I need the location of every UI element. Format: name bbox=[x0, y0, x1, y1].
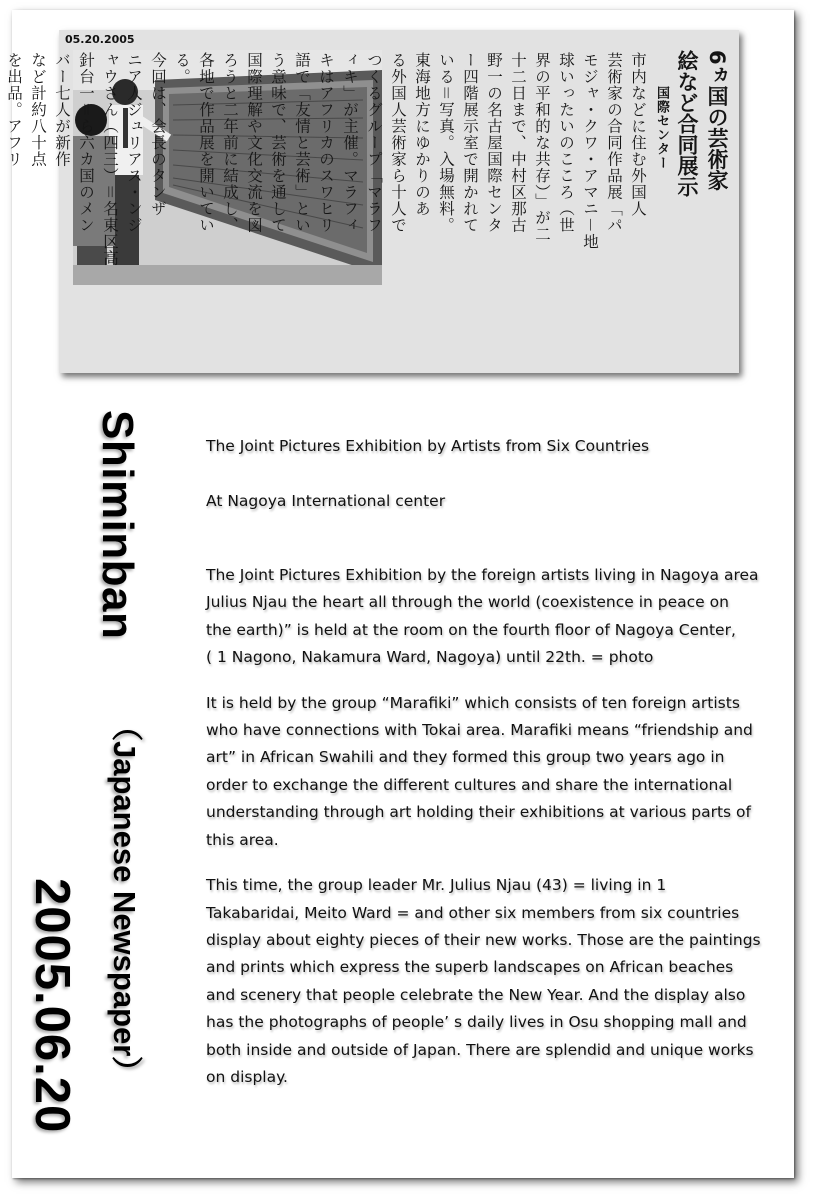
japanese-article-text bbox=[5, 50, 732, 362]
newspaper-clipping bbox=[5, 30, 739, 373]
clipping-date: 05.20.2005 bbox=[65, 33, 135, 46]
clipping-column: を出品。アフリ bbox=[5, 52, 23, 168]
article-title bbox=[206, 406, 791, 543]
clipping-subhead: 国際センター bbox=[654, 86, 669, 170]
clipping-column: いる＝写真。入場無料。 bbox=[437, 52, 455, 234]
clipping-column: バー七人が新作 bbox=[53, 52, 71, 168]
paragraph-3: This time, the group leader Mr. Julius Njau (43) = living in 1 Takabaridai, Meito Ward = and other six members from six countries display about eighty pieces of their new works. Those are the paintings and prints which express the superb landscapes on African beaches and scenery that people celebrate the New Year. And the display also has the photographs of people’ s daily lives in Osu shopping mall and both inside and outside of Japan. There are splendid and unique works on display. bbox=[206, 876, 761, 1086]
clipping-column: キはアフリカのスワヒリ bbox=[317, 52, 335, 234]
clipping-column: 今回は、会長のタンザ bbox=[149, 52, 167, 217]
clipping-column: ャウさん（四三）＝名東区高 bbox=[101, 52, 119, 267]
article-title-line-1: The Joint Pictures Exhibition by Artists from Six Countries bbox=[206, 437, 650, 456]
clipping-column: 十二日まで、中村区那古 bbox=[509, 52, 527, 234]
clipping-column: ろうと二年前に結成し、 bbox=[221, 52, 239, 234]
clipping-column: う意味で、芸術を通して bbox=[269, 52, 287, 234]
clipping-column: ー四階展示室で開かれて bbox=[461, 52, 479, 234]
article-title-line-2: At Nagoya International center bbox=[206, 492, 446, 511]
clipping-column: る外国人芸術家ら十人で bbox=[389, 52, 407, 234]
paragraph-1: The Joint Pictures Exhibition by the foreign artists living in Nagoya area Julius Njau the heart all through the world (coexistence in peace on the earth)” is held at the room on the fourth floor of Nagoya Center, ( 1 Nagono, Nakamura Ward, Nagoya) until 22th. = photo bbox=[206, 566, 759, 667]
clipping-column: モジャ・クワ・アマニ－地 bbox=[581, 52, 599, 251]
publication-subtitle: （Japanese Newspaper） bbox=[107, 710, 142, 1088]
clipping-column: 野一の名古屋国際センタ bbox=[485, 52, 503, 234]
publication-name: Shiminban bbox=[93, 410, 142, 640]
clipping-column: 針台一＝ら六カ国のメン bbox=[77, 52, 95, 234]
clipping-column: など計約八十点 bbox=[29, 52, 47, 168]
clipping-column: ィキ」が主催。マラフィ bbox=[341, 52, 359, 234]
document-page bbox=[5, 10, 794, 1178]
clipping-column: 球いったいのこころ（世 bbox=[557, 52, 575, 234]
clipping-column: る。 bbox=[173, 52, 191, 85]
publication-date: 2005.06.20 bbox=[25, 878, 79, 1134]
clipping-column: 芸術家の合同作品展「パ bbox=[605, 52, 623, 234]
clipping-headline-2: 絵など合同展示 bbox=[675, 50, 699, 197]
clipping-headline-1: 6ヵ国の芸術家 bbox=[705, 50, 729, 191]
clipping-column: 各地で作品展を開いてい bbox=[197, 52, 215, 234]
translation-text bbox=[206, 406, 791, 1109]
paragraph-2: It is held by the group “Marafiki” which consists of ten foreign artists who have connections with Tokai area. Marafiki means “friendship and art” in African Swahili and they formed this group two years ago in order to exchange the different cultures and share the international understanding through art holding their exhibitions at various parts of this area. bbox=[206, 693, 753, 849]
clipping-column bbox=[0, 50, 2, 362]
clipping-column: 界の平和的な共存）」が二 bbox=[533, 52, 551, 243]
clipping-column: 東海地方にゆかりのあ bbox=[413, 52, 431, 217]
clipping-column: ニア人ジュリアス・ンジ bbox=[125, 52, 143, 234]
clipping-column: 国際理解や文化交流を図 bbox=[245, 52, 263, 234]
clipping-column: つくるグループ「マラフ bbox=[365, 52, 383, 234]
clipping-column: 市内などに住む外国人 bbox=[629, 52, 647, 217]
clipping-column: 語で「友情と芸術」とい bbox=[293, 52, 311, 234]
